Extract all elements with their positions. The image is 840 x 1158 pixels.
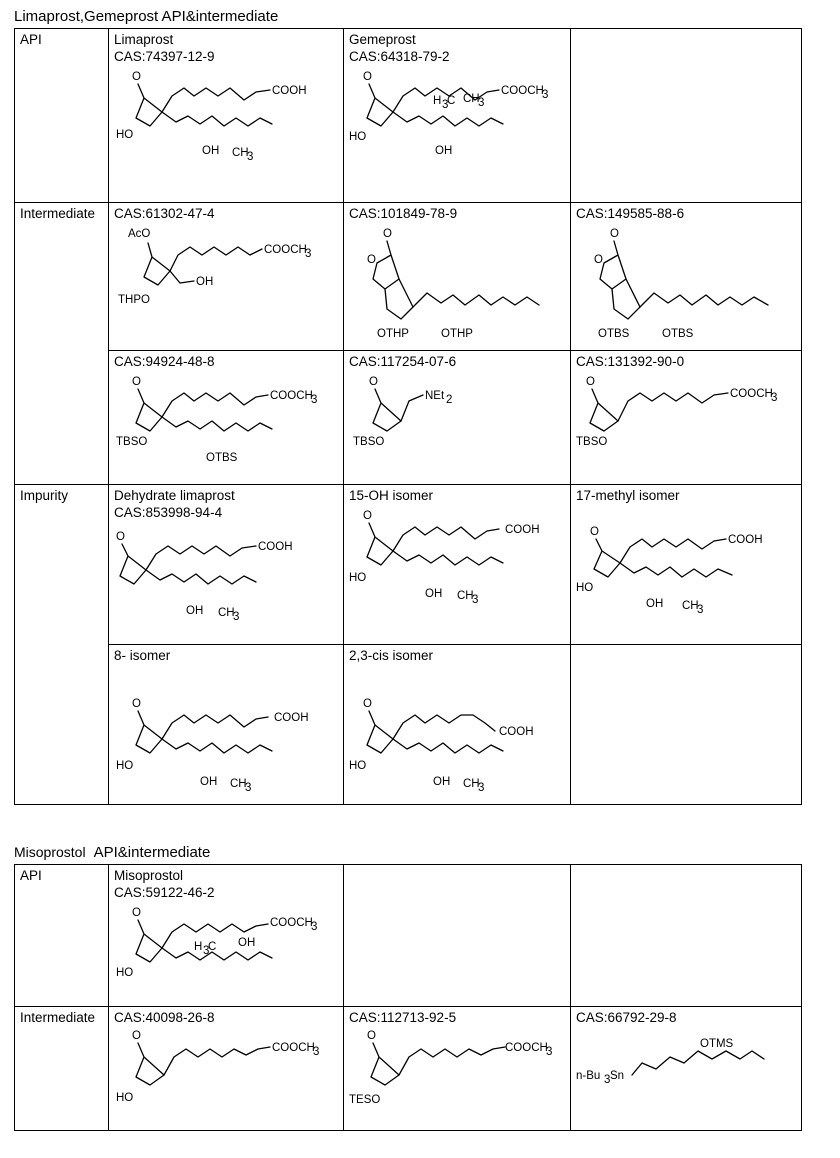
structure-117254-07-6: [349, 371, 565, 469]
svg-text:HO: HO: [349, 572, 367, 584]
svg-text:O: O: [367, 1030, 376, 1042]
table-row-api: [15, 29, 802, 203]
cell-impurity: [344, 645, 571, 805]
svg-text:C: C: [447, 95, 456, 107]
svg-text:TBSO: TBSO: [576, 436, 608, 448]
section-title-limaprost-gemeprost: Limaprost,Gemeprost API&intermediate: [14, 8, 279, 25]
table-row-impurity-1: [15, 485, 802, 645]
svg-text:COOCH: COOCH: [264, 244, 307, 256]
svg-text:OTHP: OTHP: [377, 328, 409, 340]
svg-text:COOH: COOH: [272, 85, 307, 97]
svg-text:3: 3: [305, 248, 312, 260]
structure-dehydrate-limaprost: [114, 522, 338, 622]
svg-text:HO: HO: [116, 129, 134, 141]
svg-text:3: 3: [245, 782, 252, 794]
cell-empty: [571, 645, 802, 805]
svg-text:COOCH: COOCH: [501, 85, 544, 97]
svg-text:3: 3: [247, 151, 254, 163]
svg-text:3: 3: [311, 921, 318, 933]
structure-15-oh-isomer: [349, 505, 565, 615]
svg-text:H: H: [433, 95, 442, 107]
svg-text:HO: HO: [349, 131, 367, 143]
svg-text:OTBS: OTBS: [206, 452, 238, 464]
svg-text:3: 3: [478, 782, 485, 794]
structure-61302-47-4: [114, 223, 338, 333]
svg-text:C: C: [208, 941, 217, 953]
row-label-intermediate: Intermediate: [15, 203, 109, 485]
cell-intermediate: [571, 1007, 802, 1131]
cas-number: CAS:117254-07-6: [349, 354, 457, 369]
table-row-intermediate: [15, 1007, 802, 1131]
svg-text:O: O: [116, 531, 125, 543]
svg-text:O: O: [367, 254, 376, 266]
svg-text:3: 3: [311, 394, 318, 406]
structure-112713-92-5: [349, 1027, 565, 1123]
svg-text:COOH: COOH: [258, 541, 293, 553]
svg-text:CH: CH: [218, 607, 235, 619]
structure-40098-26-8: [114, 1027, 338, 1123]
svg-text:COOH: COOH: [274, 712, 309, 724]
svg-text:3: 3: [233, 611, 240, 622]
svg-text:COOH: COOH: [505, 524, 540, 536]
svg-text:2: 2: [446, 394, 453, 406]
table-row-impurity-2: [15, 645, 802, 805]
structure-8-isomer: [114, 665, 338, 795]
cas-number: CAS:61302-47-4: [114, 206, 215, 221]
section-title-main: Misoprostol: [14, 844, 86, 860]
svg-text:OTHP: OTHP: [441, 328, 473, 340]
cell-intermediate: [571, 203, 802, 351]
svg-text:CH: CH: [682, 600, 699, 612]
svg-text:3: 3: [604, 1074, 611, 1086]
svg-text:OH: OH: [196, 276, 214, 288]
structure-101849-78-9: [349, 223, 565, 343]
svg-text:O: O: [594, 254, 603, 266]
svg-text:OH: OH: [238, 937, 256, 949]
cell-intermediate: [344, 1007, 571, 1131]
cas-number: CAS:74397-12-9: [114, 49, 215, 64]
svg-text:HO: HO: [116, 760, 134, 772]
svg-text:O: O: [363, 510, 372, 522]
svg-text:O: O: [132, 698, 141, 710]
cell-impurity: [344, 485, 571, 645]
svg-text:OH: OH: [186, 605, 204, 617]
svg-text:Sn: Sn: [610, 1070, 625, 1082]
svg-text:3: 3: [313, 1046, 320, 1058]
structure-2-3-cis-isomer: [349, 665, 565, 795]
cell-intermediate: [344, 351, 571, 485]
cas-number: CAS:131392-90-0: [576, 354, 685, 369]
cell-gemeprost: [344, 29, 571, 203]
section-title-misoprostol: [14, 843, 210, 862]
row-label-intermediate: Intermediate: [15, 1007, 109, 1131]
svg-text:O: O: [132, 376, 141, 388]
svg-text:COOCH: COOCH: [505, 1042, 548, 1054]
cas-number: CAS:853998-94-4: [114, 505, 223, 520]
cell-empty: [571, 29, 802, 203]
svg-text:OTMS: OTMS: [700, 1038, 734, 1050]
svg-text:HO: HO: [116, 967, 134, 979]
svg-text:HO: HO: [116, 1092, 134, 1104]
cas-number: CAS:94924-48-8: [114, 354, 215, 369]
svg-text:3: 3: [203, 945, 210, 957]
svg-text:OTBS: OTBS: [662, 328, 694, 340]
cell-misoprostol: [109, 865, 344, 1007]
svg-text:COOCH: COOCH: [270, 390, 313, 402]
cell-impurity: [571, 485, 802, 645]
cas-number: CAS:64318-79-2: [349, 49, 450, 64]
structure-17-methyl-isomer: [576, 505, 796, 615]
svg-text:THPO: THPO: [118, 294, 150, 306]
cell-empty: [344, 865, 571, 1007]
cell-impurity: [109, 485, 344, 645]
table-row-api: [15, 865, 802, 1007]
cas-number: CAS:101849-78-9: [349, 206, 458, 221]
svg-text:CH: CH: [232, 147, 249, 159]
svg-text:O: O: [590, 526, 599, 538]
structure-limaprost: [114, 66, 338, 164]
svg-text:OH: OH: [435, 145, 453, 157]
compound-name: Misoprostol: [114, 868, 184, 883]
svg-text:AcO: AcO: [128, 228, 151, 240]
svg-text:O: O: [363, 71, 372, 83]
svg-text:OH: OH: [425, 588, 443, 600]
svg-text:OH: OH: [433, 776, 451, 788]
svg-text:O: O: [363, 698, 372, 710]
svg-text:TBSO: TBSO: [116, 436, 148, 448]
structure-94924-48-8: [114, 371, 338, 469]
svg-text:O: O: [132, 1030, 141, 1042]
svg-text:CH: CH: [457, 590, 474, 602]
svg-text:COOCH: COOCH: [272, 1042, 315, 1054]
svg-text:OH: OH: [202, 145, 220, 157]
svg-text:CH: CH: [463, 778, 480, 790]
cell-limaprost: [109, 29, 344, 203]
compound-name: Gemeprost: [349, 32, 416, 47]
section-title-sub: API&intermediate: [93, 844, 211, 861]
svg-text:TESO: TESO: [349, 1094, 381, 1106]
structure-149585-88-6: [576, 223, 796, 343]
cas-number: CAS:40098-26-8: [114, 1010, 215, 1025]
cas-number: CAS:149585-88-6: [576, 206, 685, 221]
svg-text:OH: OH: [200, 776, 218, 788]
svg-text:O: O: [132, 71, 141, 83]
svg-text:3: 3: [771, 392, 778, 404]
cell-intermediate: [109, 351, 344, 485]
cell-impurity: [109, 645, 344, 805]
svg-text:O: O: [132, 907, 141, 919]
svg-text:O: O: [369, 376, 378, 388]
structure-131392-90-0: [576, 371, 796, 469]
svg-text:TBSO: TBSO: [353, 436, 385, 448]
svg-text:OH: OH: [646, 598, 664, 610]
svg-text:COOH: COOH: [728, 534, 763, 546]
compound-name: 8- isomer: [114, 648, 171, 663]
structure-66792-29-8: [576, 1027, 796, 1123]
svg-text:CH: CH: [463, 93, 480, 105]
cell-intermediate: [109, 1007, 344, 1131]
svg-text:HO: HO: [576, 582, 594, 594]
svg-text:3: 3: [542, 89, 549, 101]
svg-text:HO: HO: [349, 760, 367, 772]
svg-text:NEt: NEt: [425, 390, 445, 402]
cell-intermediate: [344, 203, 571, 351]
cas-number: CAS:59122-46-2: [114, 885, 215, 900]
svg-text:O: O: [610, 228, 619, 240]
compound-name: 17-methyl isomer: [576, 488, 680, 503]
cas-number: CAS:112713-92-5: [349, 1010, 457, 1025]
limaprost-gemeprost-table: [14, 28, 802, 805]
compound-name: Dehydrate limaprost: [114, 488, 235, 503]
misoprostol-table: [14, 864, 802, 1131]
svg-text:n-Bu: n-Bu: [576, 1070, 601, 1082]
svg-text:O: O: [586, 376, 595, 388]
svg-text:3: 3: [546, 1046, 553, 1058]
svg-text:H: H: [194, 941, 203, 953]
cas-number: CAS:66792-29-8: [576, 1010, 677, 1025]
svg-text:OTBS: OTBS: [598, 328, 630, 340]
compound-name: 2,3-cis isomer: [349, 648, 434, 663]
table-row-intermediate-1: [15, 203, 802, 351]
svg-text:COOCH: COOCH: [730, 388, 773, 400]
cell-intermediate: [109, 203, 344, 351]
structure-misoprostol: [114, 902, 338, 992]
structure-gemeprost: [349, 66, 565, 164]
svg-text:3: 3: [472, 594, 479, 606]
svg-text:3: 3: [442, 99, 449, 111]
row-label-api: API: [15, 865, 109, 1007]
cell-intermediate: [571, 351, 802, 485]
compound-name: 15-OH isomer: [349, 488, 434, 503]
svg-text:O: O: [383, 228, 392, 240]
compound-name: Limaprost: [114, 32, 174, 47]
row-label-impurity: Impurity: [15, 485, 109, 805]
svg-text:3: 3: [697, 604, 704, 615]
svg-text:3: 3: [478, 97, 485, 109]
svg-text:COOCH: COOCH: [270, 917, 313, 929]
table-row-intermediate-2: [15, 351, 802, 485]
row-label-api: API: [15, 29, 109, 203]
svg-text:CH: CH: [230, 778, 247, 790]
svg-text:COOH: COOH: [499, 726, 534, 738]
cell-empty: [571, 865, 802, 1007]
